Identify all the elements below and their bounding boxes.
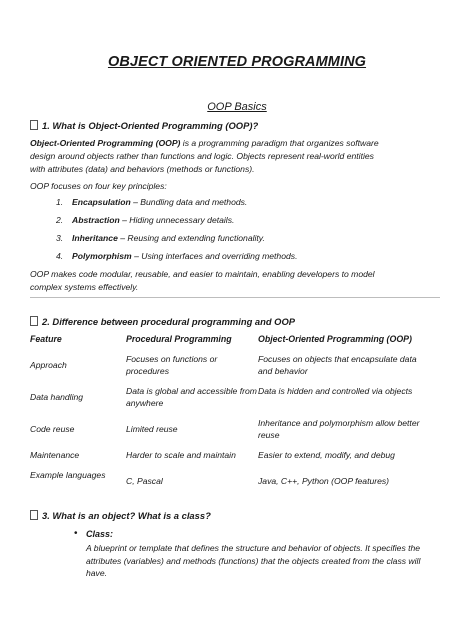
table-row	[30, 449, 428, 469]
table-cell: Data is global and accessible from anywhere	[126, 386, 257, 408]
checkbox-glyph-icon	[30, 510, 38, 520]
bullet-dot-icon: •	[74, 528, 78, 539]
oop-term: Object-Oriented Programming (OOP)	[30, 138, 181, 148]
document-title: OBJECT ORIENTED PROGRAMMING	[107, 54, 367, 70]
section-1-heading: 1. What is Object-Oriented Programming (OOP)?	[30, 120, 434, 131]
list-item: 3. Inheritance – Reusing and extending functionality.	[56, 233, 265, 243]
table-cell: Focuses on objects that encapsulate data and behavior	[258, 354, 417, 376]
table-cell: Limited reuse	[126, 424, 178, 434]
list-item: 4. Polymorphism – Using interfaces and overriding methods.	[56, 251, 298, 261]
table-cell: Java, C++, Python (OOP features)	[258, 476, 390, 486]
table-cell: Code reuse	[30, 424, 75, 434]
table-cell: Example languages	[30, 470, 106, 480]
section-3-heading: 3. What is an object? What is a class?	[30, 510, 434, 521]
table-cell: Focuses on functions or procedures	[126, 354, 218, 376]
column-header: Procedural Programming	[126, 334, 232, 344]
table-cell: Harder to scale and maintain	[126, 450, 236, 460]
table-row	[30, 353, 428, 385]
table-row	[30, 385, 428, 417]
table-row	[30, 469, 428, 495]
section-1-intro: Object-Oriented Programming (OOP) is a programming paradigm that organizes software design around objects rather than functions and logic. Objects represent real-world entities with attributes (data) and behaviors (methods or functions).	[30, 138, 379, 174]
table-cell: Data is hidden and controlled via objects	[258, 386, 413, 396]
checkbox-glyph-icon	[30, 316, 38, 326]
class-bullet: • Class:	[74, 528, 114, 539]
comparison-table	[30, 334, 428, 495]
table-cell: Inheritance and polymorphism allow better reuse	[258, 418, 420, 440]
principles-lead: OOP focuses on four key principles:	[30, 181, 167, 191]
checkbox-glyph-icon	[30, 120, 38, 130]
horizontal-divider	[30, 297, 440, 298]
table-header-row	[30, 334, 428, 353]
section-2-heading: 2. Difference between procedural programming and OOP	[30, 316, 434, 327]
column-header: Feature	[30, 334, 62, 344]
column-header: Object-Oriented Programming (OOP)	[258, 334, 412, 344]
section-1-closing: OOP makes code modular, reusable, and easier to maintain, enabling developers to model complex systems effectively.	[30, 269, 375, 292]
table-cell: C, Pascal	[126, 476, 163, 486]
table-cell: Easier to extend, modify, and debug	[258, 450, 395, 460]
table-cell: Maintenance	[30, 450, 80, 460]
document-subtitle: OOP Basics	[207, 101, 267, 113]
class-definition: A blueprint or template that defines the structure and behavior of objects. It specifies the attributes (variables) and methods (functions) that the objects created from the class will have.	[86, 543, 421, 578]
table-cell: Approach	[30, 360, 67, 370]
table-cell: Data handling	[30, 392, 84, 402]
list-item: 2. Abstraction – Hiding unnecessary details.	[56, 215, 235, 225]
table-row	[30, 417, 428, 449]
list-item: 1. Encapsulation – Bundling data and methods.	[56, 197, 248, 207]
